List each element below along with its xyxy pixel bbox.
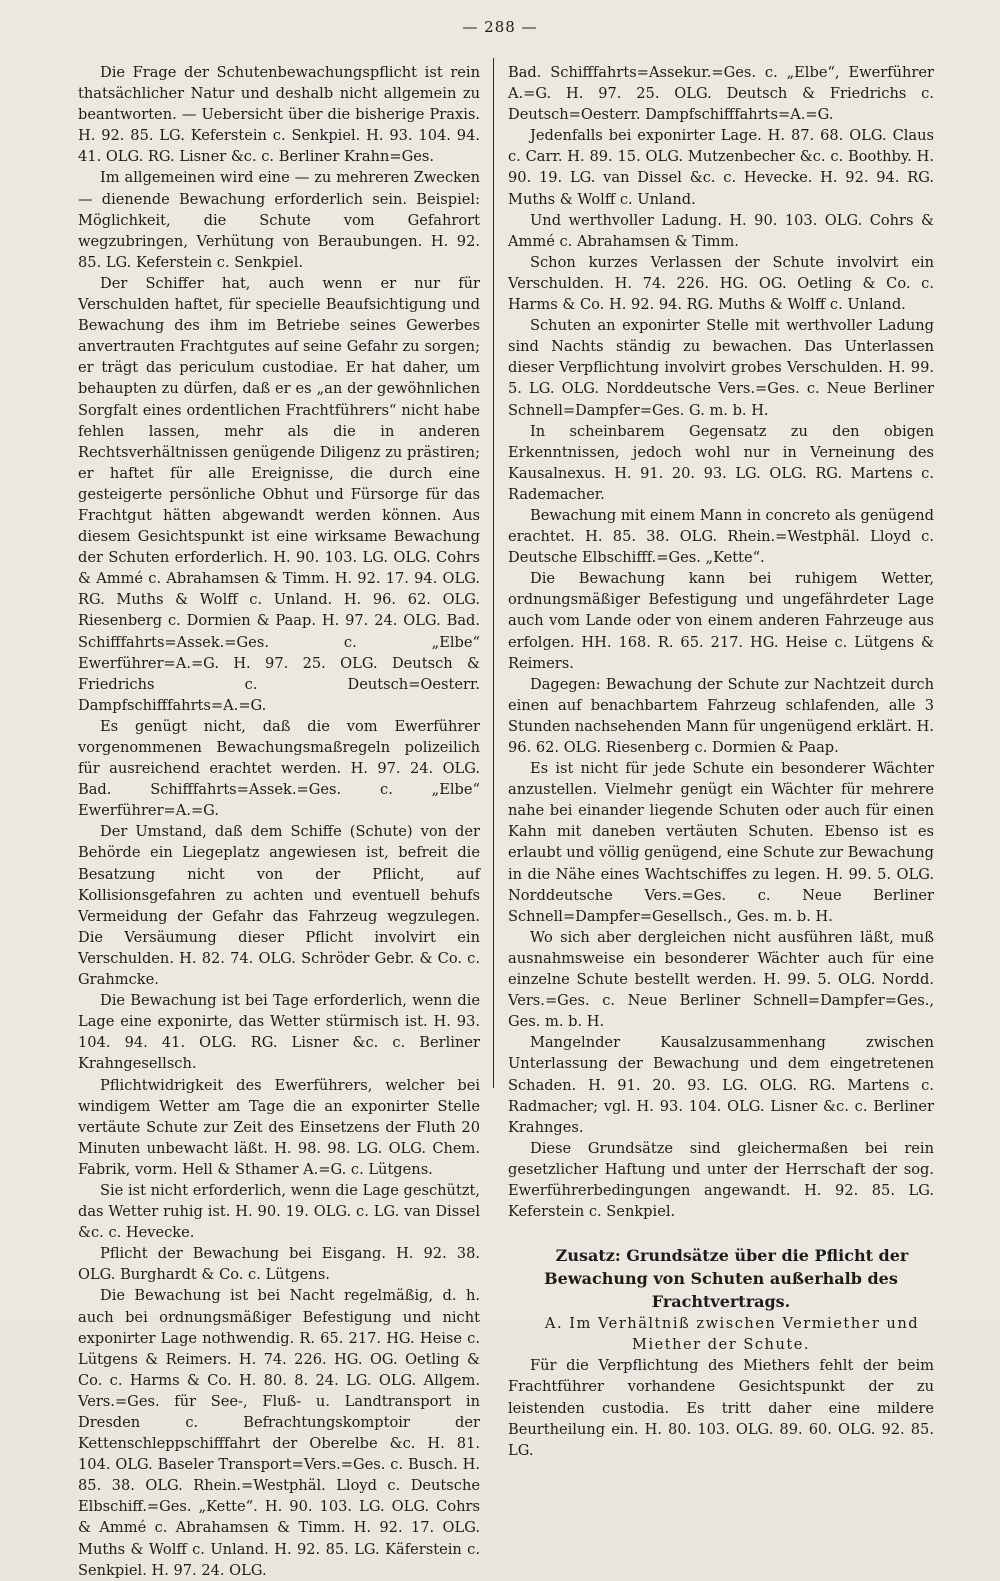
- left-paragraph: Die Bewachung ist bei Nacht regelmäßig, d. h. auch bei ordnungsmäßiger Befestigung und nicht exponirter Lage nothwendig. R. 65. 217. HG. Heise c. Lütgens & Reimers. H. 74. 226. HG. OG. Oetling & Co. c. Harms & Co. H. 80. 8. 24. LG. OLG. Allgem. Vers.=Ges. für See-, Fluß- u. Landtransport in Dresden c. Befrachtungskomptoir der Kettenschleppschifffahrt der Oberelbe &c. H. 81. 104. OLG. Baseler Transport=Vers.=Ges. c. Busch. H. 85. 38. OLG. Rhein.=Westphäl. Lloyd c. Deutsche Elbschiff.=Ges. „Kette“. H. 90. 103. LG. OLG. Cohrs & Ammé c. Abrahamsen & Timm. H. 92. 17. OLG. Muths & Wolff c. Unland. H. 92. 85. LG. Käferstein c. Senkpiel. H. 97. 24. OLG.: [78, 1287, 480, 1579]
- right-paragraph: Es ist nicht für jede Schute ein besonderer Wächter anzustellen. Vielmehr genügt ein Wächter für mehrere nahe bei einander liegende Schuten oder auch für einen Kahn mit daneben vertäuten Schuten. Ebenso ist es erlaubt und völlig genügend, eine Schute zur Bewachung in die Nähe eines Wachtschiffes zu legen. H. 99. 5. OLG. Norddeutsche Vers.=Ges. c. Neue Berliner Schnell=Dampfer=Gesellsch., Ges. m. b. H.: [508, 760, 934, 925]
- right-paragraph: Für die Verpflichtung des Miethers fehlt der beim Frachtführer vorhandene Gesichtspunkt der zu leistenden custodia. Es tritt daher eine mildere Beurtheilung ein. H. 80. 103. OLG. 89. 60. OLG. 92. 85. LG.: [508, 1357, 934, 1459]
- right-paragraph: Diese Grundsätze sind gleichermaßen bei rein gesetzlicher Haftung und unter der Herrschaft der sog. Ewerführerbedingungen angewandt. H. 92. 85. LG. Keferstein c. Senkpiel.: [508, 1139, 934, 1221]
- left-paragraph: Die Frage der Schutenbewachungspflicht ist rein thatsächlicher Natur und deshalb nicht allgemein zu beantworten. — Uebersicht über die bisherige Praxis. H. 92. 85. LG. Keferstein c. Senkpiel. H. 93. 104. 94. 41. OLG. RG. Lisner &c. c. Berliner Krahn=Ges.: [78, 64, 480, 166]
- right-paragraph: Dagegen: Bewachung der Schute zur Nachtzeit durch einen auf benachbartem Fahrzeug schlafenden, alle 3 Stunden nachsehenden Mann für ungenügend erklärt. H. 96. 62. OLG. Riesenberg c. Dormien & Paap.: [508, 675, 934, 756]
- left-paragraph: Der Umstand, daß dem Schiffe (Schute) von der Behörde ein Liegeplatz angewiesen ist, befreit die Besatzung nicht von der Pflicht, auf Kollisionsgefahren zu achten und eventuell behufs Vermeidung der Gefahr das Fahrzeug wegzulegen. Die Versäumung dieser Pflicht involvirt ein Verschulden. H. 82. 74. OLG. Schröder Gebr. & Co. c. Grahmcke.: [78, 823, 480, 989]
- right-paragraph-continued: Bad. Schifffahrts=Assekur.=Ges. c. „Elbe“, Ewerführer A.=G. H. 97. 25. OLG. Deutsch & Friedrichs c. Deutsch=Oesterr. Dampfschifffahrts=A.=G.: [508, 64, 934, 124]
- right-spacer: [508, 1222, 934, 1244]
- right-section-heading: Zusatz: Grundsätze über die Pflicht der Bewachung von Schuten außerhalb des Frachtvertrags.: [544, 1246, 909, 1312]
- left-paragraph: Der Schiffer hat, auch wenn er nur für Verschulden haftet, für specielle Beaufsichtigung und Bewachung des ihm im Betriebe seines Gewerbes anvertrauten Frachtgutes auf seine Gefahr zu sorgen; er trägt das periculum custodiae. Er hat daher, um behaupten zu dürfen, daß er es „an der gewöhnlichen Sorgfalt eines ordentlichen Frachtführers“ nicht habe fehlen lassen, mehr als die in anderen Rechtsverhältnissen genügende Diligenz zu prästiren; er haftet für alle Ereignisse, die durch eine gesteigerte persönliche Obhut und Fürsorge für das Frachtgut hätten abgewandt werden können. Aus diesem Gesichtspunkt ist eine wirksame Bewachung der Schuten erforderlich. H. 90. 103. LG. OLG. Cohrs & Ammé c. Abrahamsen & Timm. H. 92. 17. 94. OLG. RG. Muths & Wolff c. Unland. H. 96. 62. OLG. Riesenberg c. Dormien & Paap. H. 97. 24. OLG. Bad. Schifffahrts=Assek.=Ges. c. „Elbe“ Ewerführer=A.=G. H. 97. 25. OLG. Deutsch & Friedrichs c. Deutsch=Oesterr. Dampfschifffahrts=A.=G.: [78, 274, 480, 714]
- right-paragraph: Bewachung mit einem Mann in concreto als genügend erachtet. H. 85. 38. OLG. Rhein.=Westphäl. Lloyd c. Deutsche Elbschifff.=Ges. „Kette“.: [508, 506, 934, 567]
- right-paragraph: Die Bewachung kann bei ruhigem Wetter, ordnungsmäßiger Befestigung und ungefährdeter Lage auch vom Lande oder von einem anderen Fahrzeuge aus erfolgen. HH. 168. R. 65. 217. HG. Heise c. Lütgens & Reimers.: [508, 570, 934, 672]
- left-paragraph: Pflichtwidrigkeit des Ewerführers, welcher bei windigem Wetter am Tage die an exponirter Stelle vertäute Schute zur Zeit des Einsetzens der Fluth 20 Minuten unbewacht läßt. H. 98. 98. LG. OLG. Chem. Fabrik, vorm. Hell & Sthamer A.=G. c. Lütgens.: [78, 1076, 480, 1178]
- left-paragraph: Es genügt nicht, daß die vom Ewerführer vorgenommenen Bewachungsmaßregeln polizeilich für ausreichend erachtet werden. H. 97. 24. OLG. Bad. Schifffahrts=Assek.=Ges. c. „Elbe“ Ewerführer=A.=G.: [78, 717, 480, 820]
- right-paragraph: In scheinbarem Gegensatz zu den obigen Erkenntnissen, jedoch wohl nur in Verneinung des Kausalnexus. H. 91. 20. 93. LG. OLG. RG. Martens c. Rademacher.: [508, 422, 934, 503]
- right-paragraph: Und werthvoller Ladung. H. 90. 103. OLG. Cohrs & Ammé c. Abrahamsen & Timm.: [508, 211, 934, 250]
- right-paragraph: Mangelnder Kausalzusammenhang zwischen Unterlassung der Bewachung und dem eingetretenen Schaden. H. 91. 20. 93. LG. OLG. RG. Martens c. Radmacher; vgl. H. 93. 104. OLG. Lisner &c. c. Berliner Krahnges.: [508, 1034, 934, 1136]
- right-paragraph: Schuten an exponirter Stelle mit werthvoller Ladung sind Nachts ständig zu bewachen. Das Unterlassen dieser Verpflichtung involvirt grobes Verschulden. H. 99. 5. LG. OLG. Norddeutsche Vers.=Ges. c. Neue Berliner Schnell=Dampfer=Ges. G. m. b. H.: [508, 317, 934, 419]
- left-column: [78, 62, 480, 1581]
- page-number: — 288 —: [462, 18, 538, 36]
- right-column: [508, 62, 934, 1461]
- left-paragraph: Im allgemeinen wird eine — zu mehreren Zwecken — dienende Bewachung erforderlich sein. Beispiel: Möglichkeit, die Schute vom Gefahrort wegzubringen, Verhütung von Beraubungen. H. 92. 85. LG. Keferstein c. Senkpiel.: [78, 169, 480, 271]
- left-paragraph: Sie ist nicht erforderlich, wenn die Lage geschützt, das Wetter ruhig ist. H. 90. 19. OLG. c. LG. van Dissel &c. c. Hevecke.: [78, 1181, 481, 1242]
- right-paragraph: Wo sich aber dergleichen nicht ausführen läßt, muß ausnahmsweise ein besonderer Wächter auch für eine einzelne Schute bestellt werden. H. 99. 5. OLG. Nordd. Vers.=Ges. c. Neue Berliner Schnell=Dampfer=Ges., Ges. m. b. H.: [508, 928, 934, 1031]
- left-paragraph: Die Bewachung ist bei Tage erforderlich, wenn die Lage eine exponirte, das Wetter stürmisch ist. H. 93. 104. 94. 41. OLG. RG. Lisner &c. c. Berliner Krahngesellsch.: [78, 992, 480, 1073]
- right-section-subheading: A. Im Verhältniß zwischen Vermiether und Miether der Schute.: [544, 1315, 920, 1354]
- left-paragraph: Pflicht der Bewachung bei Eisgang. H. 92. 38. OLG. Burghardt & Co. c. Lütgens.: [78, 1245, 480, 1284]
- right-paragraph: Jedenfalls bei exponirter Lage. H. 87. 68. OLG. Claus c. Carr. H. 89. 15. OLG. Mutzenbecher &c. c. Boothby. H. 90. 19. LG. van Dissel &c. c. Hevecke. H. 92. 94. RG. Muths & Wolff c. Unland.: [508, 127, 934, 208]
- column-divider: [493, 58, 494, 1088]
- right-paragraph: Schon kurzes Verlassen der Schute involvirt ein Verschulden. H. 74. 226. HG. OG. Oetling & Co. c. Harms & Co. H. 92. 94. RG. Muths & Wolff c. Unland.: [508, 253, 934, 314]
